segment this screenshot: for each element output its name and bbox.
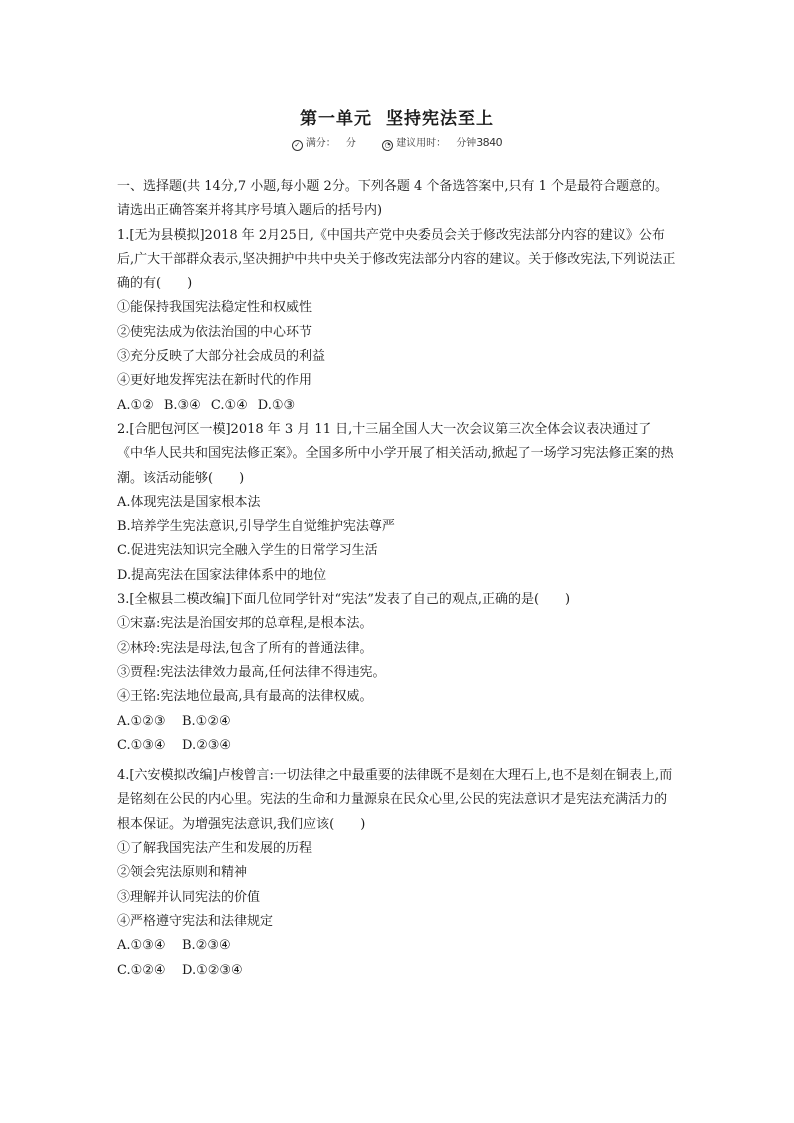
option-b: B.③④ [163,397,201,413]
option-a: A.①③④ [117,938,166,954]
title-unit: 第一单元 [300,109,372,129]
question-2-option: A.体现宪法是国家根本法 [117,494,261,510]
title-topic: 坚持宪法至上 [386,109,494,129]
option-a: A.①② [117,397,154,413]
exam-meta [0,134,794,151]
question-4-item: ②领会宪法原则和精神 [117,865,248,881]
time-unit: 分钟 [456,138,477,149]
option-d: D.①②③④ [182,962,243,978]
question-1-item: ②使宪法成为依法治国的中心环节 [117,324,313,340]
time-label: 建议用时： [396,138,447,149]
question-1-item: ③充分反映了大部分社会成员的利益 [117,349,326,365]
section-intro: 一、选择题(共 14分,7 小题,每小题 2分。下列各题 4 个备选答案中,只有 1 个是最符合题意的。请选出正确答案并将其序号填入题后的括号内) [117,179,669,219]
question-4-options-row-2 [117,959,677,983]
option-d: D.①③ [257,397,296,413]
page-title [0,104,794,129]
option-c: C.①③④ [117,737,166,753]
question-4-item: ④严格遵守宪法和法律规定 [117,913,274,929]
question-4-stem: 4.[六安模拟改编]卢梭曾言:一切法律之中最重要的法律既不是刻在大理石上,也不是刻在铜表上,而是铭刻在公民的内心里。宪法的生命和力量源泉在民众心里,公民的宪法意识才是宪法充满活力的根本保证。为增强宪法意识,我们应该( ) [117,768,673,832]
question-1-item: ①能保持我国宪法稳定性和权威性 [117,300,313,316]
stamp-number: 3840 [476,136,503,149]
option-b: B.②③④ [182,938,231,954]
question-2-option: B.培养学生宪法意识,引导学生自觉维护宪法尊严 [117,519,395,535]
clock-icon: ◔ [382,140,393,151]
option-c: C.①②④ [117,962,166,978]
option-b: B.①②④ [182,713,231,729]
question-3-options-row-2 [117,734,677,758]
question-3-stem: 3.[全椒县二模改编]下面几位同学针对“宪法”发表了自己的观点,正确的是( ) [117,592,571,608]
score-label: 满分： [305,138,336,149]
question-1-options [117,394,677,418]
option-c: C.①④ [210,397,248,413]
check-circle-icon: ✓ [292,140,303,151]
score-unit: 分 [345,138,356,149]
question-4-item: ①了解我国宪法产生和发展的历程 [117,841,313,857]
question-1-item: ④更好地发挥宪法在新时代的作用 [117,373,313,389]
question-4-item: ③理解并认同宪法的价值 [117,889,261,905]
option-a: A.①②③ [117,713,166,729]
question-3-item: ④王铭:宪法地位最高,具有最高的法律权威。 [117,689,373,705]
question-2-option: C.促进宪法知识完全融入学生的日常学习生活 [117,543,378,559]
question-3-item: ①宋嘉:宪法是治国安邦的总章程,是根本法。 [117,616,373,632]
question-2-option: D.提高宪法在国家法律体系中的地位 [117,567,327,583]
question-3-item: ②林玲:宪法是母法,包含了所有的普通法律。 [117,640,373,656]
question-4-options-row-1 [117,934,677,958]
question-body [117,175,677,983]
question-1-stem: 1.[无为县模拟]2018 年 2月25日,《中国共产党中央委员会关于修改宪法部分内容的建议》公布后,广大干部群众表示,坚决拥护中共中央关于修改宪法部分内容的建议。关于修改宪法,下列说法正确的有( ) [117,227,676,292]
question-2-stem: 2.[合肥包河区一模]2018 年 3 月 11 日,十三届全国人大一次会议第三次全体会议表决通过了《中华人民共和国宪法修正案》。全国多所中小学开展了相关活动,掀起了一场学习宪法修正案的热潮。该活动能够( ) [117,421,674,486]
question-3-item: ③贾程:宪法法律效力最高,任何法律不得违宪。 [117,664,386,680]
question-3-options-row-1 [117,710,677,734]
option-d: D.②③④ [182,737,232,753]
